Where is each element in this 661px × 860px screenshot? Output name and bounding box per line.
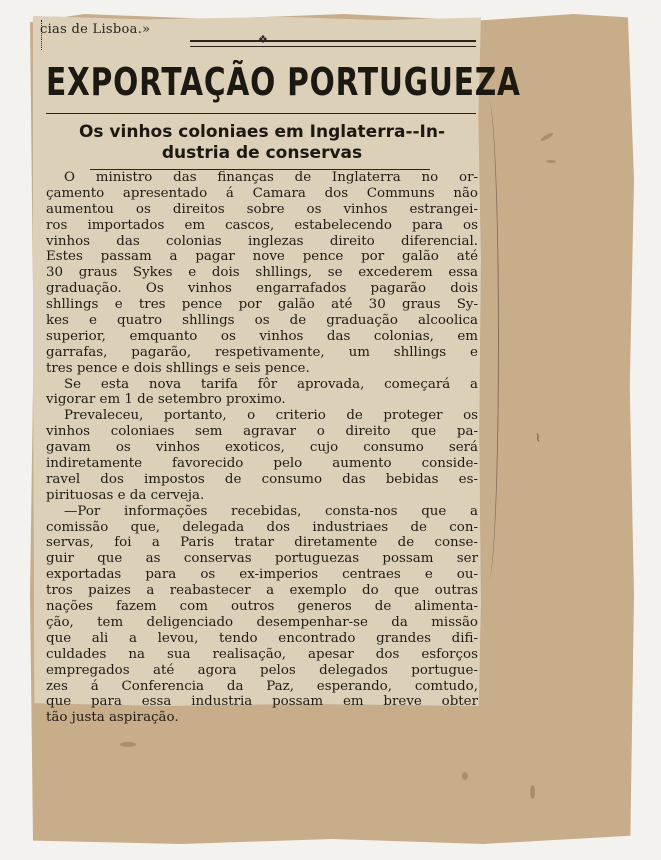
subheadline-line: Os vinhos coloniaes em Inglaterra--In-	[78, 122, 446, 142]
body-line: culdades na sua realisação, apesar dos esforços	[46, 646, 478, 662]
board-speck	[530, 785, 535, 799]
decorative-rule	[190, 40, 476, 47]
previous-article-ending: cias de Lisboa.»	[40, 22, 151, 37]
body-line: exportadas para os ex-imperios centraes e ou-	[46, 567, 478, 583]
body-line: pirituosas e da cerveja.	[46, 487, 205, 503]
body-line: comissão que, delegada dos industriaes de con-	[46, 519, 478, 535]
article-headline: EXPORTAÇÃO PORTUGUEZA	[46, 60, 521, 104]
body-line: ravel dos impostos de consumo das bebidas es-	[46, 471, 478, 487]
body-line: aumentou os direitos sobre os vinhos estrangei-	[46, 201, 478, 217]
body-line: graduação. Os vinhos engarrafados pagarão dois	[46, 281, 478, 297]
headline-rule	[46, 113, 476, 114]
body-line: empregados até agora pelos delegados portugue-	[46, 662, 478, 678]
body-line: Prevaleceu, portanto, o criterio de proteger os	[64, 408, 478, 424]
ornament-icon: ❖	[258, 33, 268, 46]
body-line: ção, tem deligenciado desempenhar-se da missão	[46, 614, 478, 630]
article-body	[46, 170, 478, 726]
pencil-mark: ~	[529, 430, 546, 445]
body-line: superior, emquanto os vinhos das colonias, em	[46, 328, 478, 344]
body-line: que ali a levou, tendo encontrado grandes difi-	[46, 630, 478, 646]
body-line: Se esta nova tarifa fôr aprovada, começará a	[64, 376, 478, 392]
body-line: indiretamente favorecido pelo aumento conside-	[46, 456, 478, 472]
body-line: tão justa aspiração.	[46, 710, 179, 726]
body-line: vigorar em 1 de setembro proximo.	[46, 392, 286, 408]
body-line: tres pence e dois shllings e seis pence.	[46, 360, 310, 376]
body-line: tros paizes a reabastecer a exemplo do que outras	[46, 583, 478, 599]
body-line: vinhos coloniaes sem agravar o direito que pa-	[46, 424, 478, 440]
body-line: que para essa industria possam em breve obter	[46, 694, 478, 710]
subheadline-line: dustria de conservas	[161, 143, 363, 163]
board-speck	[462, 772, 468, 780]
body-line: kes e quatro shllings os de graduação alcoolica	[46, 313, 478, 329]
body-line: garrafas, pagarão, respetivamente, um shllings e	[46, 344, 478, 360]
body-line: guir que as conservas portuguezas possam ser	[46, 551, 478, 567]
body-line: vinhos das colonias inglezas direito diferencial.	[46, 233, 478, 249]
body-line: Estes passam a pagar nove pence por galão até	[46, 249, 478, 265]
body-line: —Por informações recebidas, consta-nos que a	[64, 503, 478, 519]
body-line: O ministro das finanças de Inglaterra no or-	[64, 170, 478, 185]
body-line: gavam os vinhos exoticos, cujo consumo será	[46, 440, 478, 456]
board-speck	[546, 160, 556, 163]
body-line: servas, foi a Paris tratar diretamente de conse-	[46, 535, 478, 551]
body-line: çamento apresentado á Camara dos Communs não	[46, 185, 478, 201]
body-line: 30 graus Sykes e dois shllings, se excederem essa	[46, 265, 478, 281]
board-speck	[120, 742, 136, 747]
article-subheadline	[46, 122, 478, 164]
body-line: nações fazem com outros generos de alimenta-	[46, 599, 478, 615]
body-line: zes á Conferencia da Paz, esperando, comtudo,	[46, 678, 478, 694]
fold-crease	[478, 100, 499, 580]
body-line: shllings e tres pence por galão até 30 graus Sy-	[46, 297, 478, 313]
body-line: ros importados em cascos, estabelecendo para os	[46, 217, 478, 233]
